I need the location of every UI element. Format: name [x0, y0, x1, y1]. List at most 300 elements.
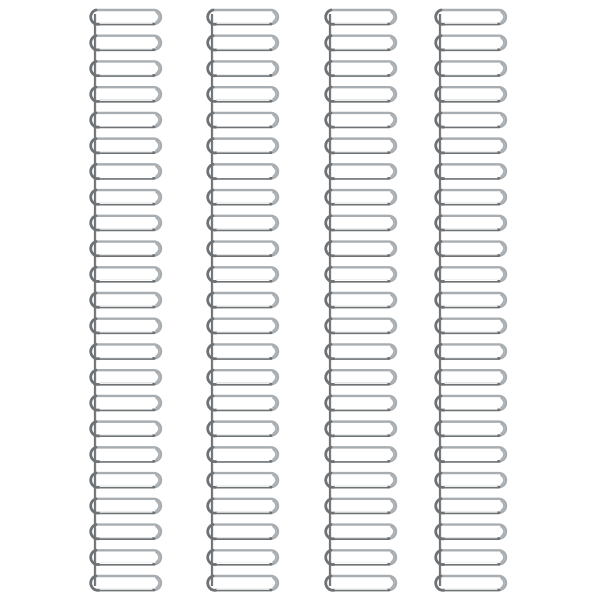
loop-front-wire	[436, 525, 499, 539]
loop-front-wire	[208, 293, 271, 307]
loop-back-wire	[96, 422, 161, 436]
loop-front-wire	[208, 396, 271, 410]
wire-spine	[325, 10, 396, 590]
loop-back-wire	[96, 396, 161, 410]
loop-front-wire	[91, 242, 154, 256]
loop-tail-wire	[501, 475, 504, 485]
loop-tail-wire	[156, 578, 159, 588]
loop-tail-wire	[273, 295, 276, 305]
loop-back-wire	[96, 139, 161, 153]
loop-back-wire	[331, 473, 396, 487]
wire-loop	[207, 87, 278, 101]
loop-front-wire	[436, 87, 499, 101]
loop-tail-wire	[156, 115, 159, 125]
wire-loop	[207, 36, 278, 50]
loop-tail-wire	[273, 527, 276, 537]
wire-loop	[207, 344, 278, 358]
loop-front-wire	[436, 293, 499, 307]
loop-tail-wire	[501, 63, 504, 73]
loop-front-wire	[208, 10, 271, 24]
loop-tail-wire	[391, 269, 394, 279]
loop-back-wire	[441, 267, 506, 281]
loop-back-wire	[213, 550, 278, 564]
loop-back-wire	[331, 550, 396, 564]
loop-back-wire	[331, 61, 396, 75]
loop-back-wire	[213, 139, 278, 153]
loop-tail-wire	[273, 475, 276, 485]
loop-tail-wire	[501, 192, 504, 202]
wire-loop	[90, 370, 161, 384]
loop-tail-wire	[156, 269, 159, 279]
loop-front-wire	[326, 190, 389, 204]
wire-loop	[90, 242, 161, 256]
loop-back-wire	[331, 576, 396, 590]
loop-back-wire	[96, 576, 161, 590]
loop-tail-wire	[273, 89, 276, 99]
loop-back-wire	[441, 10, 506, 24]
loop-back-wire	[213, 242, 278, 256]
loop-tail-wire	[391, 192, 394, 202]
wire-loop	[325, 61, 396, 75]
wire-loop	[90, 61, 161, 75]
wire-loop	[435, 447, 506, 461]
loop-front-wire	[208, 447, 271, 461]
loop-tail-wire	[501, 321, 504, 331]
loop-back-wire	[213, 525, 278, 539]
loop-back-wire	[331, 113, 396, 127]
loop-front-wire	[436, 267, 499, 281]
wire-loop	[207, 190, 278, 204]
wire-loop	[90, 422, 161, 436]
wire-spine	[90, 10, 161, 590]
loop-tail-wire	[156, 166, 159, 176]
loop-tail-wire	[156, 141, 159, 151]
loop-back-wire	[96, 61, 161, 75]
loop-front-wire	[436, 422, 499, 436]
loop-back-wire	[441, 87, 506, 101]
loop-front-wire	[91, 293, 154, 307]
loop-back-wire	[96, 267, 161, 281]
loop-tail-wire	[501, 501, 504, 511]
loop-tail-wire	[156, 372, 159, 382]
wire-loop	[435, 499, 506, 513]
loop-back-wire	[441, 344, 506, 358]
loop-tail-wire	[273, 321, 276, 331]
loop-back-wire	[213, 319, 278, 333]
wire-loop	[207, 139, 278, 153]
loop-front-wire	[326, 164, 389, 178]
loop-tail-wire	[156, 552, 159, 562]
wire-loop	[207, 242, 278, 256]
wire-loop	[435, 550, 506, 564]
wire-loop	[207, 164, 278, 178]
wire-loop	[207, 319, 278, 333]
loop-back-wire	[96, 164, 161, 178]
loop-back-wire	[441, 113, 506, 127]
wire-loop	[207, 550, 278, 564]
loop-front-wire	[436, 113, 499, 127]
loop-front-wire	[326, 113, 389, 127]
wire-spine	[207, 10, 278, 590]
loop-front-wire	[91, 396, 154, 410]
loop-back-wire	[441, 319, 506, 333]
loop-back-wire	[331, 499, 396, 513]
loop-front-wire	[436, 550, 499, 564]
loop-back-wire	[96, 293, 161, 307]
loop-tail-wire	[501, 141, 504, 151]
wire-loop	[207, 370, 278, 384]
loop-tail-wire	[501, 115, 504, 125]
wire-loop	[325, 216, 396, 230]
loop-front-wire	[91, 10, 154, 24]
wire-loop	[325, 473, 396, 487]
loop-tail-wire	[273, 141, 276, 151]
wire-loop	[207, 447, 278, 461]
loop-tail-wire	[273, 578, 276, 588]
wire-loop	[325, 525, 396, 539]
loop-tail-wire	[391, 12, 394, 22]
loop-tail-wire	[156, 398, 159, 408]
loop-tail-wire	[501, 38, 504, 48]
wire-loop	[207, 473, 278, 487]
loop-tail-wire	[501, 527, 504, 537]
loop-front-wire	[208, 499, 271, 513]
wire-loop	[90, 10, 161, 24]
wire-loop	[325, 370, 396, 384]
wire-loop	[90, 164, 161, 178]
loop-front-wire	[436, 36, 499, 50]
loop-back-wire	[441, 36, 506, 50]
loop-tail-wire	[156, 449, 159, 459]
loop-tail-wire	[391, 295, 394, 305]
wire-loop	[325, 113, 396, 127]
loop-back-wire	[213, 87, 278, 101]
loop-tail-wire	[391, 398, 394, 408]
loop-front-wire	[91, 550, 154, 564]
wire-loop	[435, 113, 506, 127]
loop-front-wire	[326, 139, 389, 153]
wire-loop	[90, 525, 161, 539]
loop-front-wire	[91, 36, 154, 50]
loop-front-wire	[436, 576, 499, 590]
loop-back-wire	[331, 344, 396, 358]
loop-tail-wire	[391, 475, 394, 485]
loop-back-wire	[331, 396, 396, 410]
loop-back-wire	[96, 190, 161, 204]
wire-loop	[435, 61, 506, 75]
loop-tail-wire	[156, 424, 159, 434]
loop-front-wire	[326, 396, 389, 410]
loop-tail-wire	[391, 141, 394, 151]
loop-back-wire	[213, 473, 278, 487]
wire-loop	[90, 396, 161, 410]
loop-back-wire	[441, 422, 506, 436]
loop-back-wire	[96, 344, 161, 358]
loop-back-wire	[96, 10, 161, 24]
loop-back-wire	[331, 267, 396, 281]
loop-front-wire	[91, 113, 154, 127]
loop-back-wire	[441, 216, 506, 230]
wire-loop	[207, 422, 278, 436]
loop-back-wire	[331, 139, 396, 153]
loop-tail-wire	[273, 166, 276, 176]
wire-loop	[325, 344, 396, 358]
loop-tail-wire	[391, 578, 394, 588]
loop-front-wire	[208, 344, 271, 358]
wire-loop	[207, 576, 278, 590]
loop-tail-wire	[501, 578, 504, 588]
loop-front-wire	[91, 370, 154, 384]
loop-back-wire	[331, 190, 396, 204]
loop-front-wire	[436, 190, 499, 204]
wire-loop	[325, 242, 396, 256]
loop-tail-wire	[391, 501, 394, 511]
loop-front-wire	[326, 216, 389, 230]
loop-back-wire	[331, 36, 396, 50]
wire-loop	[325, 447, 396, 461]
loop-front-wire	[91, 576, 154, 590]
loop-front-wire	[326, 293, 389, 307]
loop-tail-wire	[273, 398, 276, 408]
wire-loop	[325, 139, 396, 153]
loop-front-wire	[436, 319, 499, 333]
loop-tail-wire	[391, 63, 394, 73]
loop-back-wire	[441, 293, 506, 307]
loop-tail-wire	[501, 244, 504, 254]
loop-back-wire	[441, 139, 506, 153]
loop-front-wire	[91, 164, 154, 178]
loop-front-wire	[436, 164, 499, 178]
loop-tail-wire	[501, 269, 504, 279]
loop-tail-wire	[156, 346, 159, 356]
loop-front-wire	[208, 319, 271, 333]
loop-front-wire	[208, 216, 271, 230]
loop-back-wire	[96, 242, 161, 256]
loop-front-wire	[436, 242, 499, 256]
loop-tail-wire	[391, 244, 394, 254]
loop-tail-wire	[156, 295, 159, 305]
loop-front-wire	[208, 87, 271, 101]
loop-tail-wire	[501, 552, 504, 562]
loop-front-wire	[326, 344, 389, 358]
loop-tail-wire	[391, 321, 394, 331]
wire-loop	[207, 216, 278, 230]
loop-back-wire	[213, 422, 278, 436]
loop-front-wire	[208, 422, 271, 436]
loop-front-wire	[436, 499, 499, 513]
wire-loop	[90, 344, 161, 358]
wire-loop	[90, 447, 161, 461]
loop-back-wire	[331, 87, 396, 101]
wire-loop	[325, 499, 396, 513]
wire-loop	[325, 576, 396, 590]
spines-group	[90, 10, 506, 590]
loop-front-wire	[208, 139, 271, 153]
loop-tail-wire	[391, 166, 394, 176]
loop-tail-wire	[273, 38, 276, 48]
wire-loop	[90, 576, 161, 590]
wire-loop	[207, 267, 278, 281]
wire-loop	[435, 267, 506, 281]
loop-tail-wire	[391, 449, 394, 459]
loop-back-wire	[96, 370, 161, 384]
loop-back-wire	[213, 36, 278, 50]
loop-tail-wire	[156, 527, 159, 537]
loop-back-wire	[213, 396, 278, 410]
wire-loop	[207, 10, 278, 24]
loop-front-wire	[208, 550, 271, 564]
loop-front-wire	[326, 87, 389, 101]
loop-tail-wire	[273, 269, 276, 279]
loop-back-wire	[96, 87, 161, 101]
loop-front-wire	[436, 139, 499, 153]
wire-loop	[90, 550, 161, 564]
loop-back-wire	[331, 525, 396, 539]
loop-tail-wire	[391, 372, 394, 382]
loop-back-wire	[213, 293, 278, 307]
loop-tail-wire	[273, 244, 276, 254]
wire-loop	[90, 293, 161, 307]
wire-loop	[325, 164, 396, 178]
loop-back-wire	[441, 576, 506, 590]
loop-back-wire	[441, 61, 506, 75]
loop-tail-wire	[156, 475, 159, 485]
loop-back-wire	[331, 447, 396, 461]
loop-tail-wire	[273, 63, 276, 73]
loop-front-wire	[436, 10, 499, 24]
loop-back-wire	[213, 267, 278, 281]
loop-front-wire	[208, 36, 271, 50]
wire-loop	[207, 113, 278, 127]
wire-loop	[435, 242, 506, 256]
loop-back-wire	[441, 396, 506, 410]
loop-front-wire	[91, 87, 154, 101]
wire-loop	[435, 216, 506, 230]
loop-front-wire	[91, 319, 154, 333]
loop-front-wire	[326, 422, 389, 436]
loop-tail-wire	[273, 115, 276, 125]
loop-front-wire	[91, 447, 154, 461]
wire-loop	[90, 36, 161, 50]
loop-back-wire	[331, 422, 396, 436]
wire-loop	[207, 525, 278, 539]
loop-back-wire	[441, 550, 506, 564]
loop-back-wire	[441, 190, 506, 204]
wire-loop	[90, 216, 161, 230]
loop-tail-wire	[156, 12, 159, 22]
wire-loop	[435, 473, 506, 487]
wire-loop	[435, 10, 506, 24]
wire-spine	[435, 10, 506, 590]
loop-front-wire	[436, 61, 499, 75]
loop-back-wire	[441, 370, 506, 384]
wire-loop	[435, 190, 506, 204]
wire-loop	[435, 319, 506, 333]
loop-back-wire	[213, 190, 278, 204]
loop-tail-wire	[273, 192, 276, 202]
loop-back-wire	[96, 550, 161, 564]
loop-front-wire	[326, 10, 389, 24]
loop-front-wire	[326, 499, 389, 513]
wire-loop	[207, 499, 278, 513]
loop-back-wire	[331, 242, 396, 256]
loop-back-wire	[213, 10, 278, 24]
loop-tail-wire	[273, 424, 276, 434]
loop-front-wire	[326, 370, 389, 384]
wire-loop	[90, 473, 161, 487]
loop-front-wire	[208, 113, 271, 127]
wire-loop	[325, 87, 396, 101]
wire-loop	[325, 36, 396, 50]
loop-tail-wire	[501, 218, 504, 228]
wire-loop	[435, 525, 506, 539]
loop-tail-wire	[156, 38, 159, 48]
loop-back-wire	[441, 242, 506, 256]
loop-tail-wire	[156, 321, 159, 331]
wire-loop	[90, 319, 161, 333]
loop-tail-wire	[273, 12, 276, 22]
wire-loop	[435, 576, 506, 590]
wire-loop	[325, 267, 396, 281]
loop-back-wire	[213, 344, 278, 358]
wire-loop	[90, 190, 161, 204]
loop-front-wire	[91, 216, 154, 230]
loop-front-wire	[326, 267, 389, 281]
loop-front-wire	[326, 447, 389, 461]
loop-front-wire	[91, 190, 154, 204]
loop-back-wire	[96, 499, 161, 513]
loop-front-wire	[91, 422, 154, 436]
loop-front-wire	[208, 190, 271, 204]
wire-loop	[325, 190, 396, 204]
loop-back-wire	[331, 370, 396, 384]
loop-tail-wire	[391, 115, 394, 125]
loop-back-wire	[213, 499, 278, 513]
loop-tail-wire	[156, 89, 159, 99]
wire-loop	[435, 396, 506, 410]
loop-front-wire	[326, 242, 389, 256]
loop-back-wire	[96, 216, 161, 230]
wire-loop	[435, 370, 506, 384]
wire-loop	[90, 113, 161, 127]
loop-front-wire	[91, 473, 154, 487]
loop-back-wire	[96, 36, 161, 50]
loop-back-wire	[213, 61, 278, 75]
loop-back-wire	[213, 113, 278, 127]
loop-back-wire	[96, 447, 161, 461]
loop-front-wire	[436, 473, 499, 487]
loop-tail-wire	[391, 218, 394, 228]
wire-loop	[90, 267, 161, 281]
loop-tail-wire	[391, 346, 394, 356]
loop-front-wire	[326, 525, 389, 539]
wire-loop	[325, 10, 396, 24]
wire-loop	[435, 344, 506, 358]
wire-loop	[325, 293, 396, 307]
loop-back-wire	[441, 499, 506, 513]
loop-back-wire	[441, 473, 506, 487]
loop-front-wire	[91, 267, 154, 281]
loop-tail-wire	[273, 552, 276, 562]
loop-front-wire	[208, 267, 271, 281]
wire-loop	[435, 422, 506, 436]
loop-back-wire	[96, 525, 161, 539]
loop-back-wire	[331, 10, 396, 24]
wire-loop	[90, 139, 161, 153]
loop-front-wire	[436, 370, 499, 384]
loop-back-wire	[213, 216, 278, 230]
loop-tail-wire	[501, 346, 504, 356]
